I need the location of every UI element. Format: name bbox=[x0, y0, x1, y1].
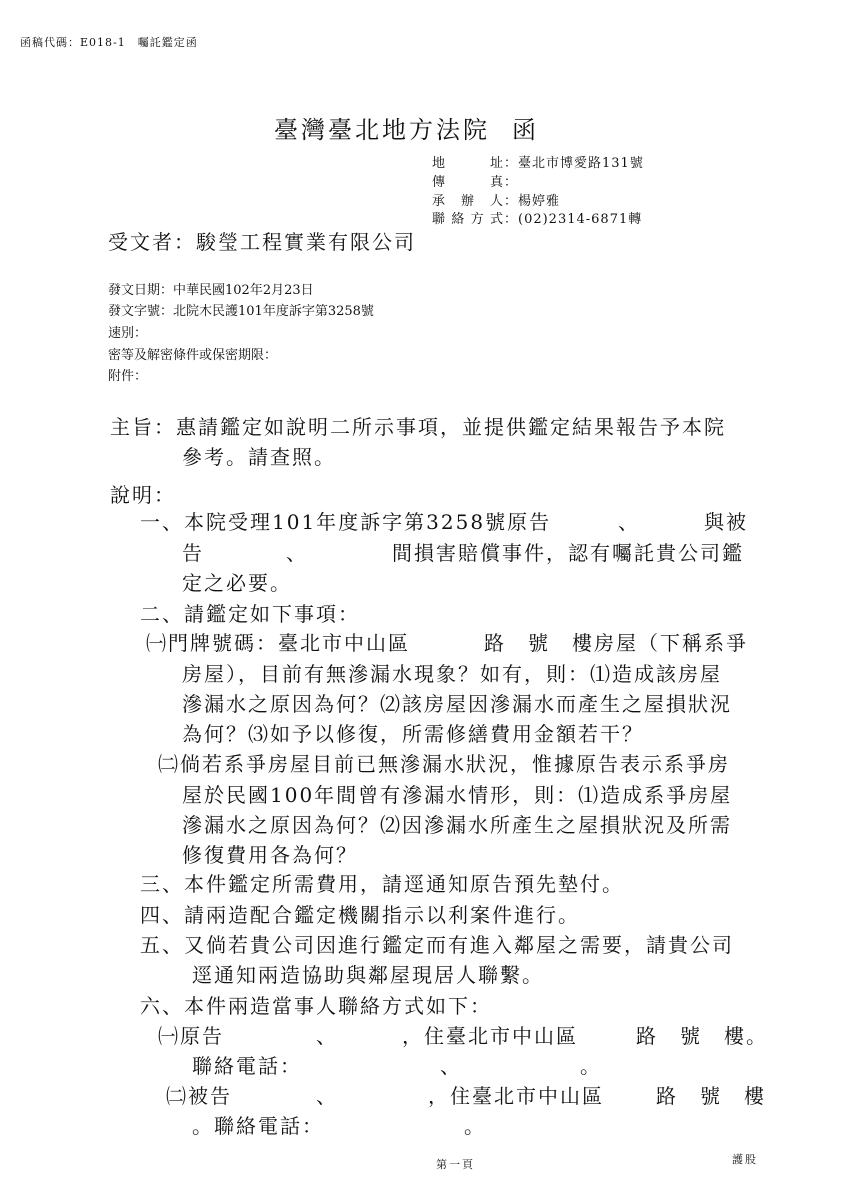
plaintiff-line2a: 聯絡電話： bbox=[192, 1054, 302, 1078]
item2-heading: 二、請鑑定如下事項： bbox=[140, 602, 360, 626]
plaintiff-line1c: ，住臺北市中山區 bbox=[402, 1024, 578, 1048]
contact-handler bbox=[432, 190, 560, 209]
plaintiff-line1d: 路 號 樓。 bbox=[636, 1024, 768, 1048]
phone-value: ：(02)2314-6871轉 bbox=[504, 212, 643, 227]
phone-label: 聯絡方式 bbox=[432, 212, 504, 227]
item5-line2: 逕通知兩造協助與鄰屋現居人聯繫。 bbox=[192, 963, 544, 987]
item1-line3: 定之必要。 bbox=[182, 571, 292, 595]
item2b-line1: ㈡倘若系爭房屋目前已無滲漏水狀況，惟據原告表示系爭房 bbox=[158, 752, 730, 776]
plaintiff-line1a: ㈠原告 bbox=[158, 1024, 224, 1048]
item2a-line2: 房屋），目前有無滲漏水現象？如有，則：⑴造成該房屋 bbox=[182, 662, 722, 686]
contact-phone bbox=[432, 208, 642, 227]
document-title bbox=[274, 110, 539, 145]
item1-line1b: 、 bbox=[618, 510, 640, 534]
defendant-line1b: 、 bbox=[316, 1084, 338, 1108]
document-type: 函 bbox=[512, 116, 539, 144]
defendant-line1d: 路 號 樓 bbox=[656, 1084, 766, 1108]
item2a-line1b: 路 號 樓房屋（下稱系爭 bbox=[484, 631, 748, 655]
defendant-line2: 。聯絡電話： bbox=[192, 1114, 324, 1138]
item2a-line3: 滲漏水之原因為何？⑵該房屋因滲漏水而產生之屋損狀況 bbox=[182, 692, 732, 716]
plaintiff-line1b: 、 bbox=[316, 1024, 338, 1048]
item1-line1a: 一、本院受理101年度訴字第3258號原告 bbox=[140, 510, 552, 534]
item2b-line4: 修復費用各為何？ bbox=[182, 843, 358, 867]
subject-line-1: 主旨：惠請鑑定如說明二所示事項，並提供鑑定結果報告予本院 bbox=[110, 415, 726, 439]
issue-number: 發文字號：北院木民護101年度訴字第3258號 bbox=[108, 304, 374, 319]
item2a-line4: 為何？⑶如予以修復，所需修繕費用金額若干？ bbox=[182, 722, 644, 746]
item2a-line1a: ㈠門牌號碼：臺北市中山區 bbox=[146, 631, 410, 655]
explanation-heading: 說明： bbox=[110, 483, 176, 507]
defendant-line1a: ㈡被告 bbox=[166, 1084, 232, 1108]
plaintiff-line2c: 。 bbox=[580, 1054, 602, 1078]
item1-line2b: 、 bbox=[286, 541, 308, 565]
defendant-line2b: 。 bbox=[464, 1114, 486, 1138]
item2b-line3: 滲漏水之原因為何？⑵因滲漏水所產生之屋損狀況及所需 bbox=[182, 813, 732, 837]
address-label: 地址 bbox=[432, 156, 504, 171]
item4: 四、請兩造配合鑑定機關指示以利案件進行。 bbox=[140, 903, 580, 927]
attachment: 附件： bbox=[108, 369, 148, 384]
section-unit: 護股 bbox=[732, 1153, 758, 1166]
fax-label: 傳真 bbox=[432, 175, 504, 190]
handler-value: ：楊婷雅 bbox=[504, 194, 561, 209]
handler-label: 承辦人 bbox=[432, 194, 504, 209]
issue-date: 發文日期：中華民國102年2月23日 bbox=[108, 283, 314, 298]
address-value: ：臺北市博愛路131號 bbox=[504, 156, 644, 171]
defendant-line1c: ，住臺北市中山區 bbox=[428, 1084, 604, 1108]
form-code: 函稿代碼：E018-1 囑託鑑定函 bbox=[20, 36, 198, 49]
speed-class: 速別： bbox=[108, 326, 148, 341]
item1-line1c: 與被 bbox=[704, 510, 748, 534]
recipient: 受文者：駿瑩工程實業有限公司 bbox=[108, 230, 416, 254]
secrecy-level: 密等及解密條件或保密期限： bbox=[108, 348, 278, 363]
item3: 三、本件鑑定所需費用，請逕通知原告預先墊付。 bbox=[140, 872, 624, 896]
contact-address bbox=[432, 152, 644, 171]
plaintiff-line2b: 、 bbox=[440, 1054, 462, 1078]
fax-value: ： bbox=[504, 175, 519, 190]
page-number: 第一頁 bbox=[436, 1158, 475, 1171]
contact-fax bbox=[432, 171, 518, 190]
subject-line-2: 參考。請查照。 bbox=[182, 445, 336, 469]
item6-heading: 六、本件兩造當事人聯絡方式如下： bbox=[140, 994, 492, 1018]
item2b-line2: 屋於民國100年間曾有滲漏水情形，則：⑴造成系爭房屋 bbox=[182, 783, 733, 807]
court-name: 臺灣臺北地方法院 bbox=[274, 116, 490, 144]
item1-line2a: 告 bbox=[182, 541, 204, 565]
item1-line2c: 間損害賠償事件，認有囑託貴公司鑑 bbox=[392, 541, 744, 565]
item5-line1: 五、又倘若貴公司因進行鑑定而有進入鄰屋之需要，請貴公司 bbox=[140, 933, 734, 957]
